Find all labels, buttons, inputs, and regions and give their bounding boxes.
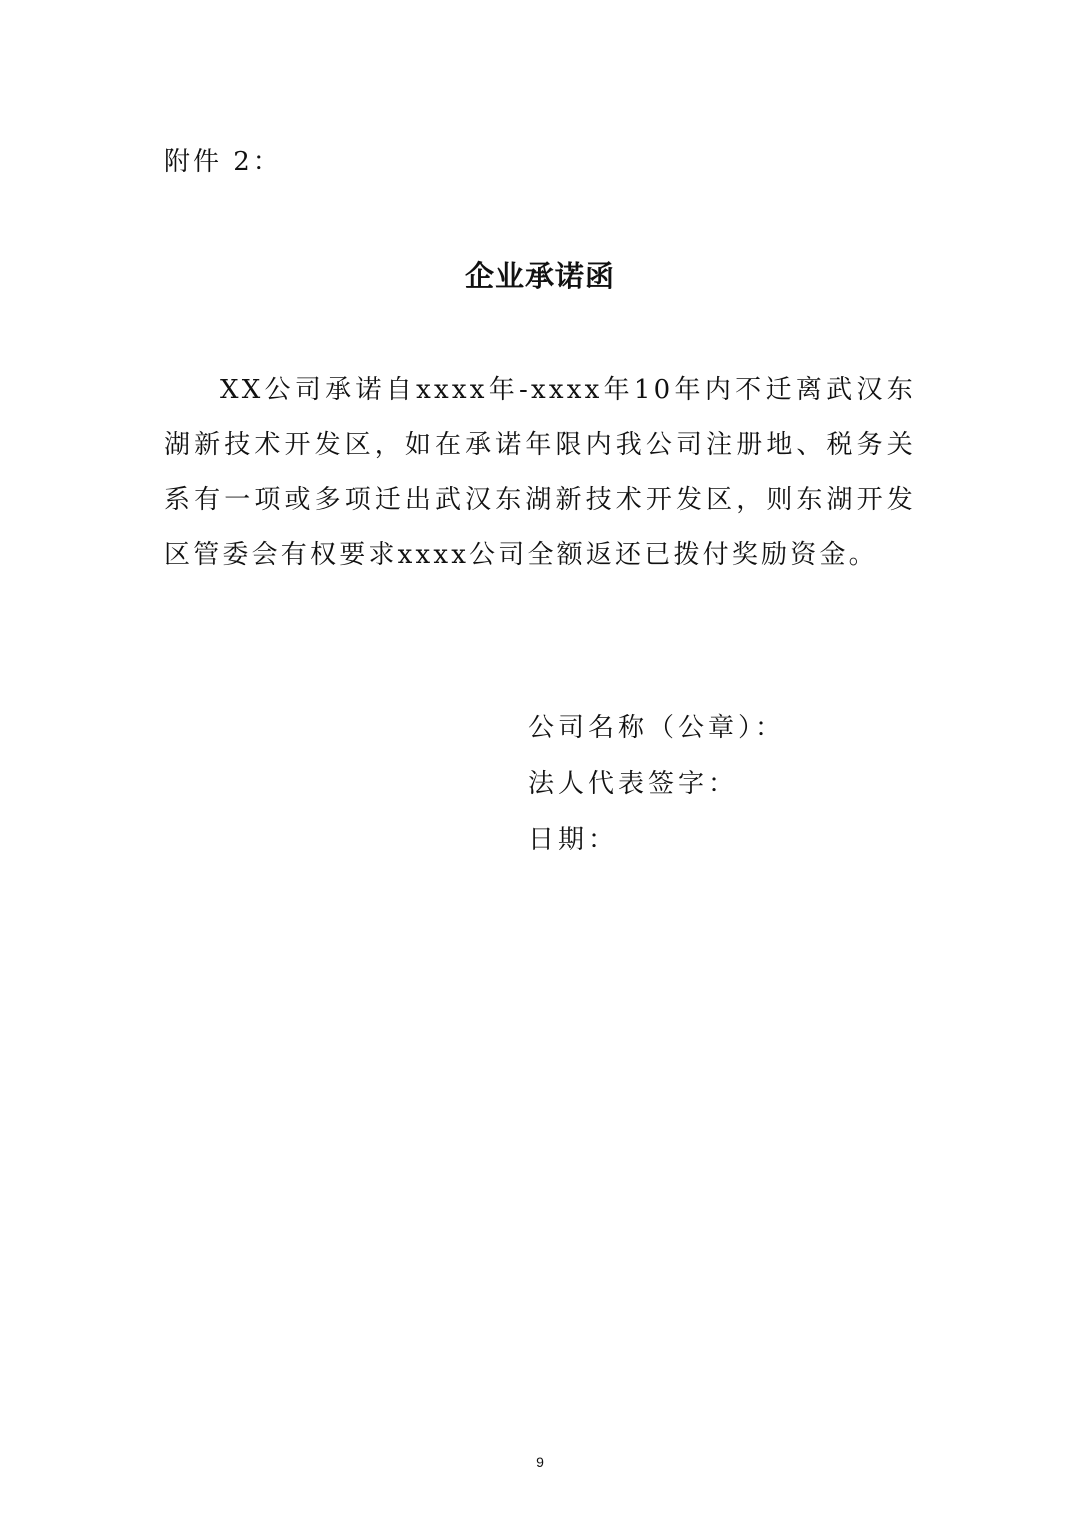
commitment-body-text: XX公司承诺自xxxx年-xxxx年10年内不迁离武汉东湖新技术开发区，如在承诺年限内我公司注册地、税务关系有一项或多项迁出武汉东湖新技术开发区，则东湖开发区管委会有权要求xxxx公司全额返还已拨付奖励资金。 (164, 375, 916, 570)
legal-representative-label: 法人代表签字： (528, 769, 739, 799)
attachment-label: 附件 2： (164, 147, 282, 177)
company-name-label: 公司名称（公章）： (528, 713, 786, 743)
date-label: 日期： (528, 825, 619, 855)
page-number: 9 (536, 1454, 544, 1470)
signature-block (528, 700, 785, 868)
document-title: 企业承诺函 (464, 259, 615, 293)
